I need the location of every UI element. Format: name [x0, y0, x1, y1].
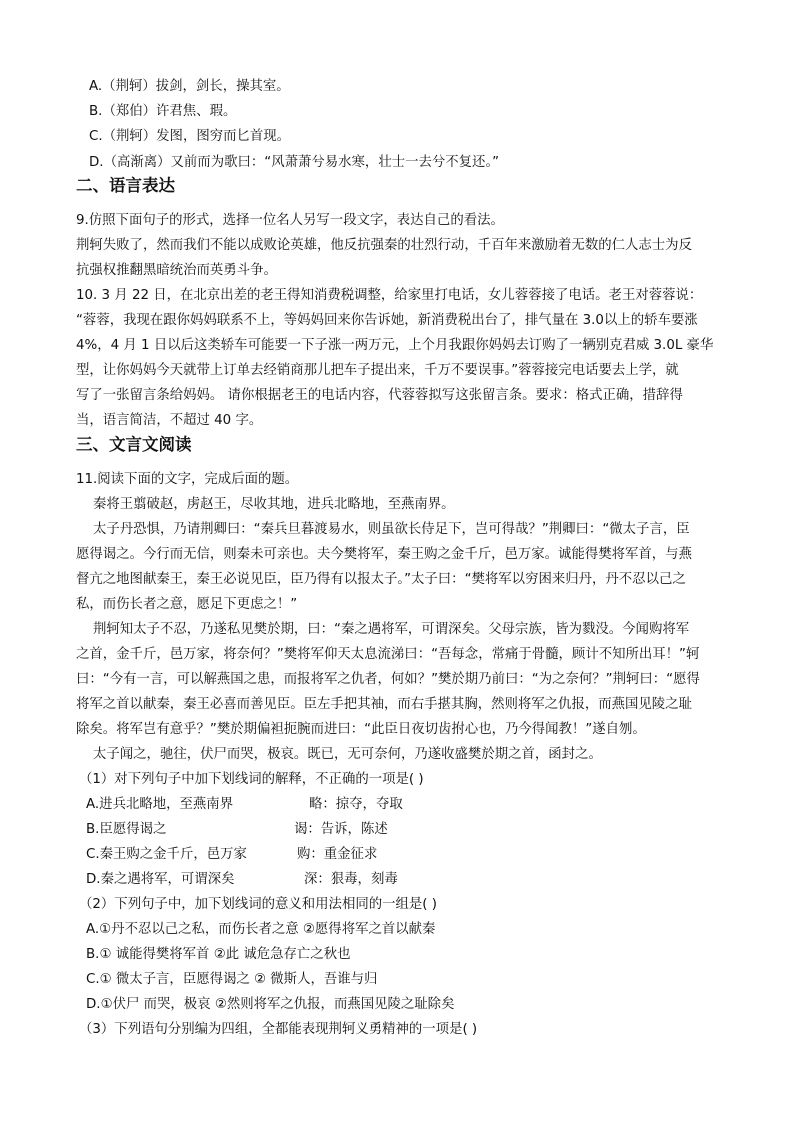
subq1-option-a: A.进兵北略地，至燕南界 — [86, 797, 234, 812]
passage-line: 荆轲知太子不忍，乃遂私见樊於期，曰：“秦之遇将军，可谓深矣。父母宗族，皆为戮没。今闻购将军 — [93, 622, 690, 637]
subq2-option-a: A.①丹不忍以己之私，而伤长者之意 ②愿得将军之首以献秦 — [86, 922, 436, 937]
q9-stem: 9.仿照下面句子的形式，选择一位名人另写一段文字，表达自己的看法。 — [76, 213, 504, 228]
passage-line: 愿得谒之。今行而无信，则秦未可亲也。夫今樊将军，秦王购之金千斤，邑万家。诚能得樊将军首，与燕 — [76, 547, 692, 562]
passage-line: 督亢之地图献秦王，秦王必说见臣，臣乃得有以报太子。”太子曰：“樊将军以穷困来归丹，丹不忍以己之 — [76, 572, 686, 587]
subq1-gloss-c: 购：重金征求 — [297, 847, 378, 862]
q10-line: 写了一张留言条给妈妈。 请你根据老王的电话内容，代蓉蓉拟写这张留言条。要求：格式正确，措辞得 — [76, 388, 683, 403]
passage-line: 曰：“今有一言，可以解燕国之患，而报将军之仇者，何如？”樊於期乃前曰：“为之奈何？”荆轲曰：“愿得 — [76, 672, 700, 687]
subq2-option-b: B.① 诚能得樊将军首 ②此 诚危急存亡之秋也 — [86, 947, 351, 962]
q10-line: 10. 3 月 22 日，在北京出差的老王得知消费税调整，给家里打电话，女儿蓉蓉接了电话。老王对蓉蓉说： — [76, 288, 703, 303]
option-a: A.（荆轲）拔剑，剑长，操其室。 — [89, 79, 290, 94]
q10-line: 型，让你妈妈今天就带上订单去经销商那儿把车子提出来，千万不要误事。”蓉蓉接完电话要去上学，就 — [76, 363, 679, 378]
subq1-gloss-a: 略：掠夺，夺取 — [309, 797, 403, 812]
q9-example-line: 荆轲失败了，然而我们不能以成败论英雄，他反抗强秦的壮烈行动，千百年来激励着无数的仁人志士为反 — [76, 238, 692, 253]
passage-line: 除矣。将军岂有意乎？”樊於期偏袒扼腕而进曰：“此臣日夜切齿拊心也，乃今得闻教！”遂自刎。 — [76, 722, 646, 737]
subq1-option-b: B.臣愿得谒之 — [86, 822, 167, 837]
subq1-gloss-d: 深：狠毒，刻毒 — [304, 872, 398, 887]
option-c: C.（荆轲）发图，图穷而匕首现。 — [89, 129, 291, 144]
q10-line: 当，语言简洁，不超过 40 字。 — [76, 413, 263, 428]
section-heading-2: 二、语言表达 — [76, 176, 175, 195]
subq1-option-d: D.秦之遇将军，可谓深矣 — [86, 872, 235, 887]
q9-example-line: 抗强权推翻黑暗统治而英勇斗争。 — [76, 263, 277, 278]
subq2-stem: （2）下列句子中，加下划线词的意义和用法相同的一组是( ) — [79, 897, 437, 912]
passage-line: 将军之首以献秦，秦王必喜而善见臣。臣左手把其袖，而右手揕其胸，然则将军之仇报，而燕国见陵之耻 — [76, 697, 692, 712]
passage-line: 太子闻之，驰往，伏尸而哭，极哀。既已，无可奈何，乃遂收盛樊於期之首，函封之。 — [93, 747, 602, 762]
q11-intro: 11.阅读下面的文字，完成后面的题。 — [76, 472, 299, 487]
subq3-stem: （3）下列语句分别编为四组，全都能表现荆轲义勇精神的一项是( ) — [79, 1022, 478, 1037]
subq1-option-c: C.秦王购之金千斤，邑万家 — [86, 847, 247, 862]
q10-line: “蓉蓉，我现在跟你妈妈联系不上，等妈妈回来你告诉她，新消费税出台了，排气量在 3.0以上的轿车要涨 — [76, 313, 698, 328]
passage-line: 太子丹恐惧，乃请荆卿曰：“秦兵旦暮渡易水，则虽欲长侍足下，岂可得哉？”荆卿曰：“微太子言，臣 — [93, 522, 690, 537]
subq2-option-d: D.①伏尸 而哭，极哀 ②然则将军之仇报，而燕国见陵之耻除矣 — [86, 997, 455, 1012]
subq1-stem: （1）对下列句子中加下划线词的解释，不正确的一项是( ) — [79, 772, 424, 787]
option-b: B.（郑伯）许君焦、瑕。 — [89, 104, 237, 119]
section-heading-3: 三、文言文阅读 — [76, 435, 192, 454]
subq2-option-c: C.① 微太子言，臣愿得谒之 ② 微斯人，吾谁与归 — [86, 972, 378, 987]
passage-line: 私，而伤长者之意，愿足下更虑之！” — [76, 597, 298, 612]
subq1-gloss-b: 谒：告诉，陈述 — [294, 822, 388, 837]
q10-line: 4%，4 月 1 日以后这类轿车可能要一下子涨一两万元，上个月我跟你妈妈去订购了一辆别克君威 3.0L 豪华 — [76, 338, 714, 353]
passage-line: 秦将王翦破赵，虏赵王，尽收其地，进兵北略地，至燕南界。 — [93, 497, 455, 512]
option-d: D.（高渐离）又前而为歌曰：“风萧萧兮易水寒，壮士一去兮不复还。” — [89, 155, 500, 170]
passage-line: 之首，金千斤，邑万家，将奈何？”樊将军仰天太息流涕曰：“吾每念，常痛于骨髓，顾计不知所出耳！”轲 — [76, 647, 700, 662]
